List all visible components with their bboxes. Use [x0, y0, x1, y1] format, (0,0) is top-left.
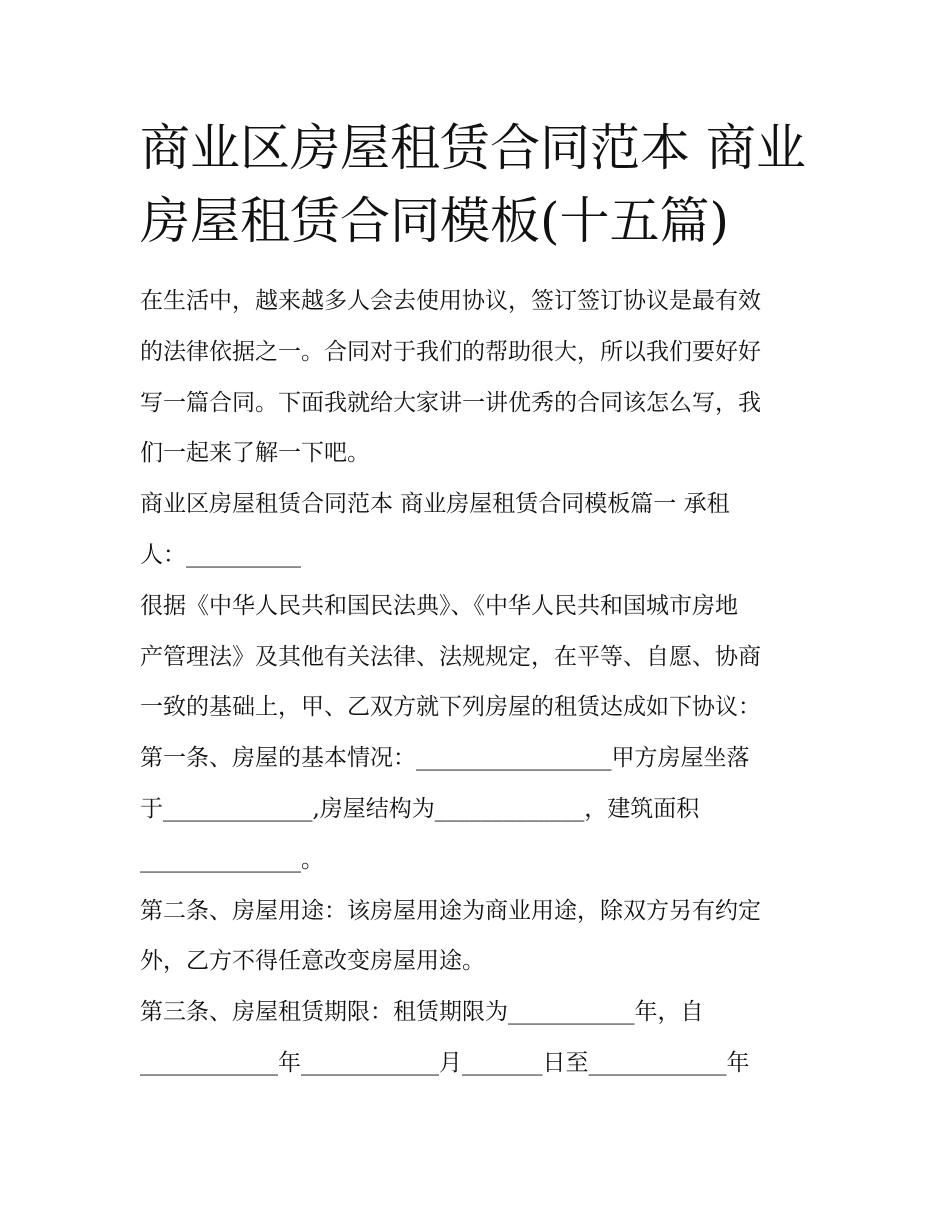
body-line: 在生活中，越来越多人会去使用协议，签订签订协议是最有效 [140, 288, 761, 314]
body-line: 很据《中华人民共和国民法典》、《中华人民共和国城市房地 [140, 592, 738, 619]
body-line: 们一起来了解一下吧。 [140, 440, 370, 467]
document-body [140, 276, 830, 1089]
article-3-line: ____________年____________月_______日至____________年 [140, 1049, 750, 1076]
article-1-line: 第一条、房屋的基本情况：_________________甲方房屋坐落 [140, 745, 750, 772]
article-3-line: 第三条、房屋租赁期限：租赁期限为___________年，自 [140, 999, 704, 1026]
title-line-2: 房屋租赁合同模板(十五篇) [140, 192, 730, 250]
article-2-line: 外，乙方不得任意改变房屋用途。 [140, 948, 485, 975]
body-line: 一致的基础上，甲、乙双方就下列房屋的租赁达成如下协议： [140, 694, 761, 721]
body-line: 产管理法》及其他有关法律、法规规定，在平等、自愿、协商 [140, 643, 761, 670]
article-1-line: ______________。 [140, 846, 324, 873]
article-2-line: 第二条、房屋用途：该房屋用途为商业用途，除双方另有约定 [140, 897, 761, 924]
lessee-line: 人：__________ [140, 541, 301, 568]
body-line: 的法律依据之一。合同对于我们的帮助很大，所以我们要好好 [140, 338, 761, 365]
article-1-line: 于_____________,房屋结构为_____________，建筑面积 [140, 795, 700, 822]
body-line: 写一篇合同。下面我就给大家讲一讲优秀的合同该怎么写，我 [140, 389, 761, 416]
document-title [140, 112, 820, 258]
title-line-1: 商业区房屋租赁合同范本 商业 [140, 119, 806, 177]
section-heading-line: 商业区房屋租赁合同范本 商业房屋租赁合同模板篇一 承租 [140, 491, 730, 518]
